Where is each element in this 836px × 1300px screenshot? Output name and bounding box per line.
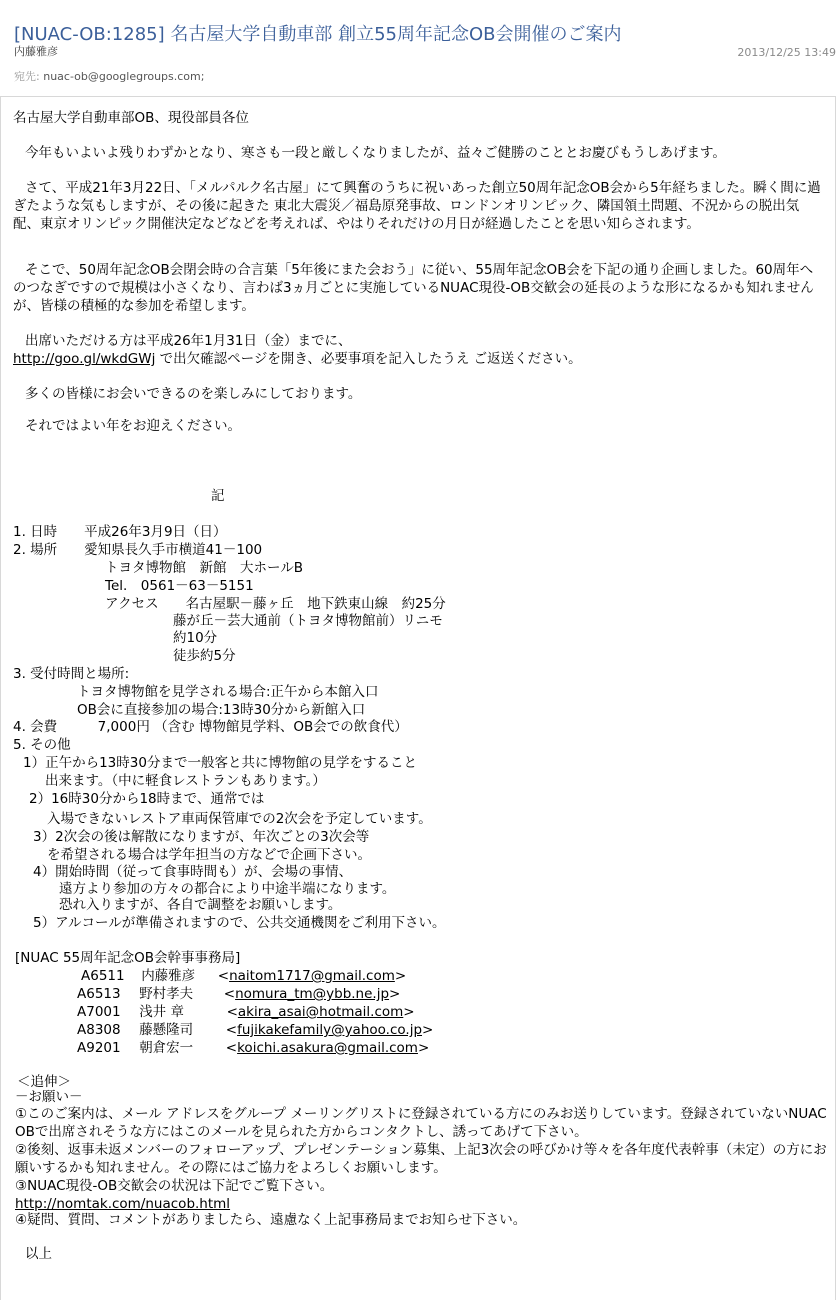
note-4: ④疑問、質問、コメントがありましたら、遠慮なく上記事務局までお知らせ下さい。	[15, 1212, 527, 1228]
member-name: 藤懸隆司	[139, 1022, 194, 1038]
ki-heading: 記	[211, 488, 225, 504]
message-subject: [NUAC-OB:1285] 名古屋大学自動車部 創立55周年記念OB会開催のご案内	[14, 24, 622, 45]
detail-venue-hall: トヨタ博物館 新館 大ホールB	[105, 560, 303, 576]
greeting: 名古屋大学自動車部OB、現役部員各位	[13, 110, 249, 126]
request-heading: －お願い－	[15, 1089, 83, 1105]
closing: 以上	[25, 1246, 52, 1262]
message-body	[0, 96, 836, 1300]
other-4b: 遠方より参加の方々の都合により中途半端になります。	[59, 881, 396, 897]
paragraph-4b	[13, 350, 582, 368]
member-id: A9201	[77, 1040, 121, 1056]
member-email-link[interactable]: koichi.asakura@gmail.com	[237, 1040, 418, 1056]
detail-other: 5. その他	[13, 737, 71, 753]
detail-date: 1. 日時 平成26年3月9日（日）	[13, 524, 227, 540]
paragraph-5: 多くの皆様にお会いできるのを楽しみにしております。	[25, 386, 362, 402]
ps-heading: ＜追伸＞	[17, 1074, 71, 1090]
other-4c: 恐れ入りますが、各自で調整をお願いします。	[59, 897, 342, 913]
member-name: 朝倉宏一	[139, 1040, 194, 1056]
paragraph-4b-text: で出欠確認ページを開き、必要事項を記入したうえ ご返送ください。	[159, 351, 582, 367]
rsvp-link[interactable]: http://goo.gl/wkdGWj	[13, 351, 156, 367]
member-id: A7001	[77, 1004, 121, 1020]
other-1a: 1）正午から13時30分まで一般客と共に博物館の見学をすること	[23, 755, 417, 771]
member-email-link[interactable]: naitom1717@gmail.com	[229, 968, 395, 984]
member-row: A6511 内藤雅彦 <naitom1717@gmail.com>	[81, 968, 407, 984]
recipient-line	[14, 68, 204, 84]
member-row: A6513 野村孝夫 <nomura_tm@ybb.ne.jp>	[77, 986, 401, 1002]
member-name: 野村孝夫	[139, 986, 194, 1002]
detail-venue-tel: Tel. 0561－63－5151	[105, 578, 254, 594]
other-3b: を希望される場合は学年担当の方などで企画下さい。	[47, 847, 371, 863]
member-id: A6511	[81, 968, 125, 984]
other-3a: 3）2次会の後は解散になりますが、年次ごとの3次会等	[33, 829, 370, 845]
detail-access-1: アクセス 名古屋駅－藤ヶ丘 地下鉄東山線 約25分	[105, 596, 446, 612]
paragraph-2: さて、平成21年3月22日、「メルパルク名古屋」にて興奮のうちに祝いあった創立50周年記念OB会から5年経ちました。瞬く間に過ぎたような気もしますが、その後に起きた 東北大震災／福島原発事故、ロンドンオリンピック、隣国領土問題、不況からの脱出気配、東京オリンピック開催決定などなどを考えれば、やはりそれだけの月日が経過したことを思い知らされます。	[13, 180, 821, 232]
paragraph-4a: 出席いただける方は平成26年1月31日（金）までに、	[25, 333, 352, 349]
message-header	[0, 0, 836, 90]
member-row: A9201 朝倉宏一 <koichi.asakura@gmail.com>	[77, 1040, 430, 1056]
note-1: ①このご案内は、メール アドレスをグループ メーリングリストに登録されている方にのみお送りしています。登録されていないNUAC OBで出席されそうな方にはこのメールを見られた方からコンタクトし、誘ってあげて下さい。	[15, 1106, 827, 1140]
member-name: 内藤雅彦	[141, 968, 196, 984]
note-2: ②後刻、返事未返メンバーのフォローアップ、プレゼンテーション募集、上記3次会の呼びかけ等々を各年度代表幹事（未定）の方にお願いするかも知れません。その際にはご協力をよろしくお願いします。	[15, 1142, 827, 1176]
message-date: 2013/12/25 13:49	[737, 46, 836, 59]
detail-access-2: 藤が丘－芸大通前（トヨタ博物館前）リニモ	[173, 613, 443, 629]
member-email-link[interactable]: akira_asai@hotmail.com	[237, 1004, 404, 1020]
detail-reception-1: トヨタ博物館を見学される場合:正午から本館入口	[77, 684, 379, 700]
detail-reception: 3. 受付時間と場所:	[13, 666, 130, 682]
detail-access-3: 約10分	[173, 630, 218, 646]
other-4a: 4）開始時間（従って食事時間も）が、会場の事情、	[33, 864, 353, 880]
member-id: A8308	[77, 1022, 121, 1038]
office-heading: [NUAC 55周年記念OB会幹事事務局]	[15, 950, 241, 966]
other-2a: 2）16時30分から18時まで、通常では	[29, 791, 265, 807]
detail-venue: 2. 場所 愛知県長久手市横道41－100	[13, 542, 263, 558]
detail-reception-2: OB会に直接参加の場合:13時30分から新館入口	[77, 702, 366, 718]
detail-access-4: 徒歩約5分	[173, 648, 236, 664]
member-email-link[interactable]: fujikakefamily@yahoo.co.jp	[237, 1022, 423, 1038]
member-row: A7001 浅井 章 <akira_asai@hotmail.com>	[77, 1004, 415, 1020]
sender-name[interactable]: 内藤雅彦	[14, 45, 58, 58]
paragraph-6: それではよい年をお迎えください。	[25, 418, 241, 434]
recipient-label: 宛先:	[14, 70, 40, 83]
nuacob-link[interactable]: http://nomtak.com/nuacob.html	[15, 1196, 231, 1212]
recipient-address[interactable]: nuac-ob@googlegroups.com;	[43, 70, 205, 83]
paragraph-3: そこで、50周年記念OB会閉会時の合言葉「5年後にまた会おう」に従い、55周年記念OB会を下記の通り企画しました。60周年へのつなぎですので規模は小さくなり、言わば3ヵ月ごとに実施しているNUAC現役-OB交歓会の延長のような形になるかも知れませんが、皆様の積極的な参加を希望します。	[13, 262, 814, 314]
other-1b: 出来ます。（中に軽食レストランもあります。）	[45, 773, 326, 789]
member-row: A8308 藤懸隆司 <fujikakefamily@yahoo.co.jp>	[77, 1022, 434, 1038]
paragraph-1: 今年もいよいよ残りわずかとなり、寒さも一段と厳しくなりましたが、益々ご健勝のこととお慶びもうしあげます。	[25, 145, 726, 161]
note-3: ③NUAC現役-OB交歓会の状況は下記でご覧下さい。	[15, 1178, 334, 1194]
other-2b: 入場できないレストア車両保管庫での2次会を予定しています。	[47, 811, 432, 827]
member-name: 浅井 章	[139, 1004, 184, 1020]
member-email-link[interactable]: nomura_tm@ybb.ne.jp	[235, 986, 390, 1002]
detail-fee: 4. 会費 7,000円 （含む 博物館見学料、OB会での飲食代）	[13, 719, 408, 735]
other-5: 5）アルコールが準備されますので、公共交通機関をご利用下さい。	[33, 915, 446, 931]
member-id: A6513	[77, 986, 121, 1002]
